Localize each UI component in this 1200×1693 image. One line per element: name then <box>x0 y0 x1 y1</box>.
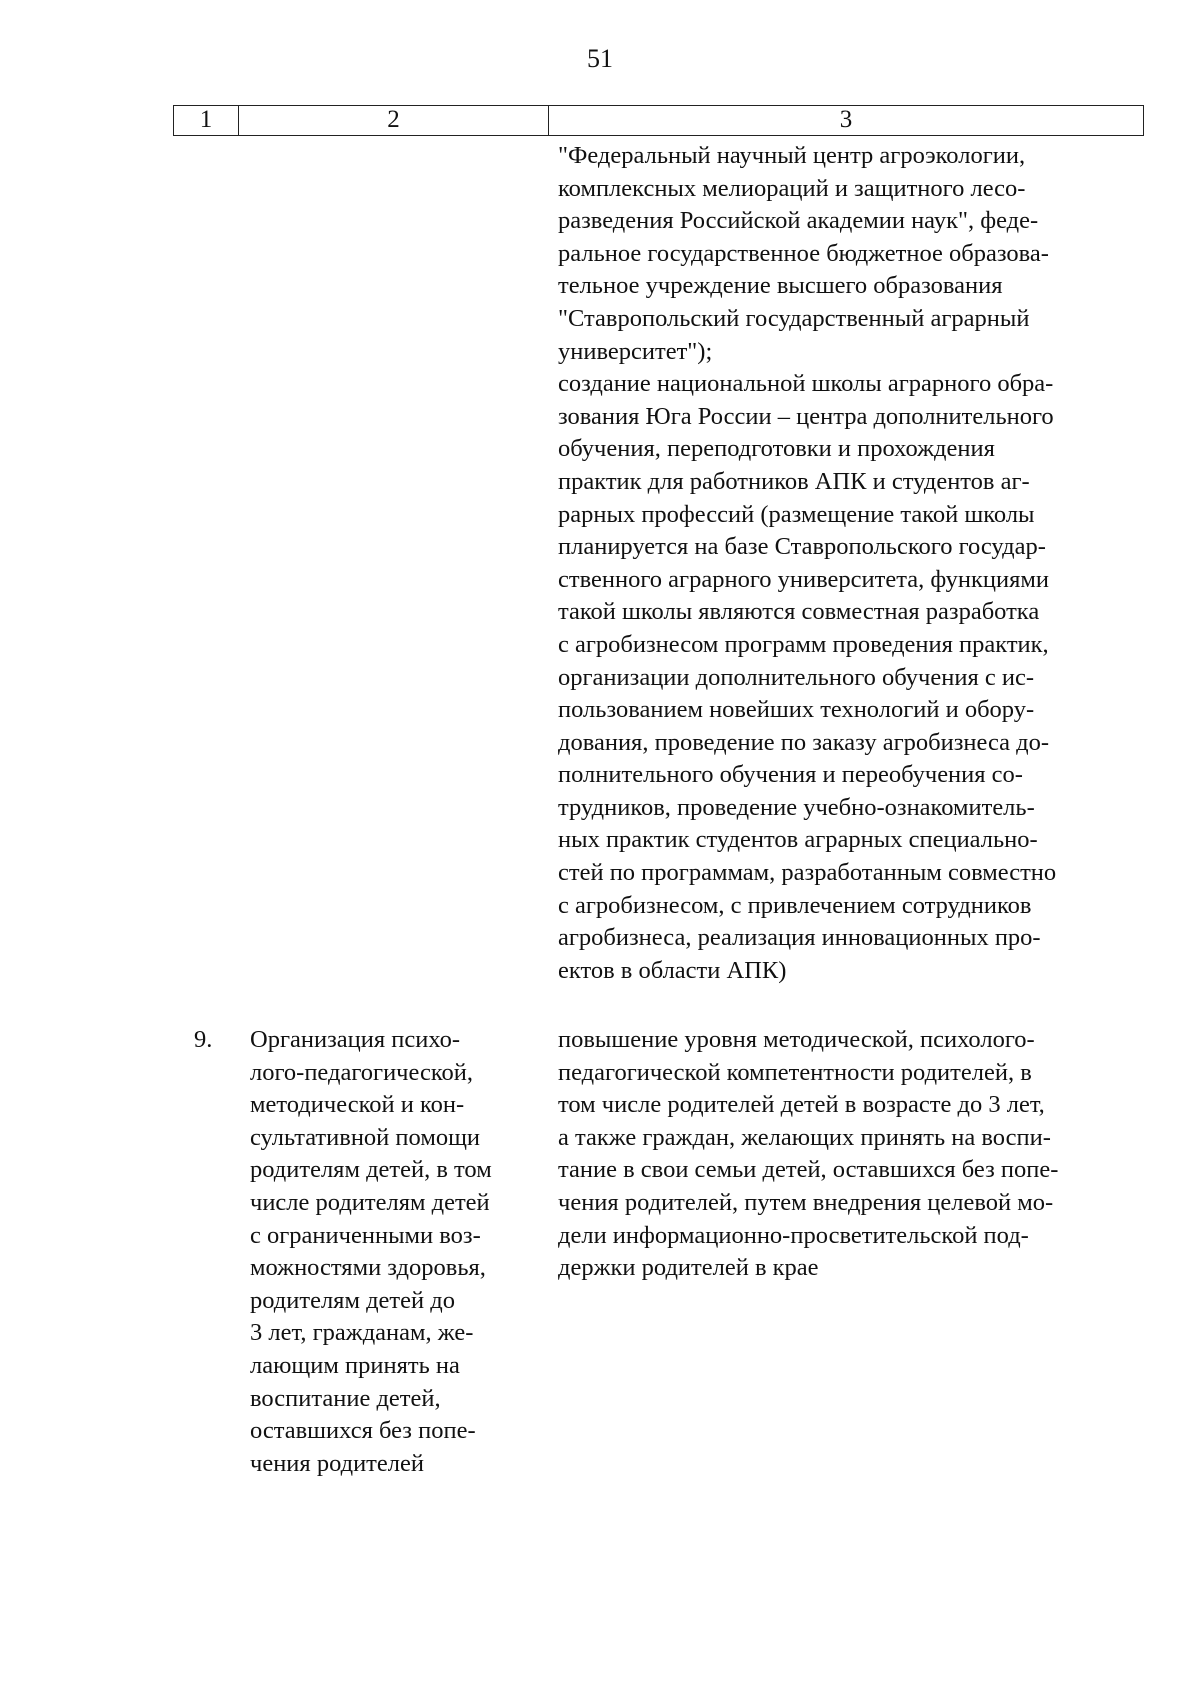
table-header-col-1: 1 <box>174 106 239 135</box>
table-header-col-3: 3 <box>839 106 853 133</box>
row-9-activity: Организация психо- лого-педагогической, методической и кон- сультативной помощи родителям детей, в том числе родителям детей с ограниченными воз- можностями здоровья, родителям детей до 3 лет, гражданам, же- лающим принять на воспитание детей, оставшихся без попе- чения родителей <box>250 1026 492 1477</box>
table-header-col-2: 2 <box>239 106 549 135</box>
row-9-result: повышение уровня методической, психолого- педагогической компетентности родителей, в том числе родителей детей в возрасте до 3 лет, а также граждан, желающих принять на воспи- тание в свои семьи детей, оставшихся без попе- чения родителей, путем внедрения целевой мо- дели информационно-просветительской под- держки родителей в крае <box>558 1026 1059 1282</box>
page-number: 51 <box>587 44 613 73</box>
table-header-row <box>173 105 1144 136</box>
row-9-number: 9. <box>194 1026 213 1053</box>
continued-cell-col-3: "Федеральный научный центр агроэкологии, комплексных мелиораций и защитного лесо- разведения Российской академии наук", феде- ральное государственное бюджетное образова- тельное учреждение высшего образования "Ставропольский государственный аграрный университет"); создание национальной школы аграрного обра- зования Юга России – центра дополнительного обучения, переподготовки и прохождения практик для работников АПК и студентов аг- рарных профессий (размещение такой школы планируется на базе Ставропольского государ- ственного аграрного университета, функциями такой школы являются совместная разработка с агробизнесом программ проведения практик, организации дополнительного обучения с ис- пользованием новейших технологий и обору- дования, проведение по заказу агробизнеса до- полнительного обучения и переобучения со- трудников, проведение учебно-ознакомитель- ных практик студентов аграрных специально- стей по программам, разработанным совместно с агробизнесом, с привлечением сотрудников агробизнеса, реализация инновационных про- ектов в области АПК) <box>558 142 1057 984</box>
